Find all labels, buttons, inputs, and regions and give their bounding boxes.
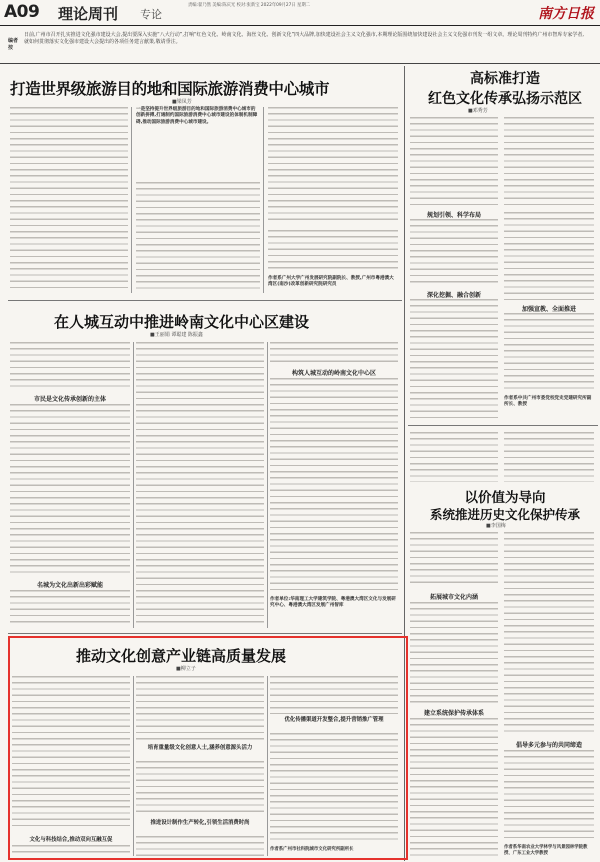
page-number: A09	[4, 2, 40, 22]
section-rule	[8, 633, 402, 634]
lingnan-subhead-3: 名城为文化出新出彩赋能	[36, 582, 103, 589]
creative-col-1	[12, 676, 130, 830]
red-culture-col-2-c	[504, 313, 594, 391]
section-rule	[408, 425, 598, 426]
creative-author-note: 作者系广州市社科院城市文化研究所副所长	[270, 847, 354, 852]
heritage-subhead-3: 倡导多元参与的共同缔造	[515, 742, 582, 749]
heritage-col-2-top	[504, 432, 594, 482]
masthead-rule	[0, 25, 600, 26]
lingnan-headline: 在人城互动中推进岭南文化中心区建设	[54, 313, 310, 331]
lingnan-byline: ■王丽娟 谭聪建 陈振鑫	[150, 332, 203, 338]
red-culture-col-1	[410, 117, 498, 207]
creative-subhead-4: 文化与科技结合,推动双向互融互促	[29, 837, 113, 843]
tourism-col-1	[10, 107, 128, 292]
heritage-byline: ■李国梅	[486, 523, 506, 529]
lingnan-author-note: 作者单位:华南理工大学建筑学院、粤港澳大湾区文化与发展研究中心、粤港澳大湾区发展广州智库	[270, 597, 396, 609]
credits: 责编:翟乃然 美编:陈庆光 校对:张新宝 2022年09月27日 星期二	[188, 3, 310, 8]
tourism-author-note: 作者系广州大学广州发展研究院副院长、教授,广州市粤港澳大湾区(南沙)改革创新研究院研究员	[268, 276, 394, 288]
section-name: 理论周刊	[58, 5, 119, 23]
red-culture-headline-2: 红色文化传承弘扬示范区	[428, 91, 582, 107]
lingnan-col-3-a	[270, 342, 398, 364]
masthead	[0, 0, 600, 24]
lingnan-subhead-1: 市民是文化传承创新的主体	[33, 396, 106, 403]
heritage-col-1-c	[410, 602, 498, 704]
creative-col-2-b	[136, 761, 264, 817]
editors-note-label: 编者按	[8, 38, 19, 51]
editors-note	[8, 30, 592, 60]
tourism-col-3-a	[268, 107, 398, 225]
heritage-col-1	[410, 432, 498, 482]
lingnan-subhead-2: 构筑人城互动的岭南文化中心区	[291, 370, 376, 377]
tourism-headline: 打造世界级旅游目的地和国际旅游消费中心城市	[10, 79, 330, 98]
heritage-col-1-b	[410, 532, 498, 588]
tourism-byline: ■梁凤芳	[172, 99, 192, 105]
red-culture-subhead-2: 深化挖掘、融合创新	[426, 292, 481, 299]
red-culture-subhead-1: 规划引领、科学布局	[426, 212, 481, 219]
red-culture-headline-1: 高标准打造	[470, 71, 540, 87]
main-divider	[404, 66, 405, 861]
newspaper-logo: 南方日报	[538, 6, 594, 22]
lingnan-col-1-b	[10, 404, 130, 576]
creative-col-3-b	[270, 733, 398, 841]
creative-col-2-c	[136, 836, 264, 856]
heritage-col-2	[504, 532, 594, 736]
heritage-subhead-2: 建立系统保护传承体系	[423, 710, 484, 717]
heritage-col-2-b	[504, 750, 594, 842]
creative-subhead-3: 优化传播渠道开发整合,提升营销推广管理	[284, 717, 384, 723]
col-divider	[131, 107, 132, 293]
tourism-col-2-a	[136, 182, 260, 290]
red-culture-subhead-3: 加强宣教、全面推进	[521, 306, 576, 313]
lingnan-col-3-b	[270, 378, 398, 594]
section-rule	[8, 300, 402, 301]
column-tag: 专论	[140, 8, 162, 21]
red-culture-author-note: 作者系中共广州市委党校党史党建研究所副所长、教授	[504, 396, 592, 408]
heritage-subhead-1: 拓展城市文化内涵	[429, 594, 478, 601]
col-divider	[263, 107, 264, 293]
creative-byline: ■柳立子	[176, 666, 196, 672]
col-divider	[133, 676, 134, 856]
tourism-col-3-b	[268, 230, 398, 272]
lingnan-col-2	[136, 342, 264, 626]
lingnan-col-1	[10, 342, 130, 390]
creative-col-2	[136, 676, 264, 742]
col-divider	[267, 676, 268, 856]
heritage-headline-2: 系统推进历史文化保护传承	[429, 507, 580, 522]
col-divider	[133, 342, 134, 628]
col-divider	[267, 342, 268, 628]
creative-subhead-2: 推进设计制作生产转化,引领生活消费时尚	[150, 820, 250, 826]
red-culture-col-1-c	[410, 299, 498, 419]
creative-col-1-b	[12, 845, 130, 857]
tourism-intro: 一是坚持提升世界级旅游目的地和国际旅游消费中心城市的创新拼搏,打通制约国际旅游消费中心城市建设的体制机制障碍,推动国际旅游消费中心城市建设。	[136, 107, 258, 125]
heritage-headline-1: 以价值为导向	[464, 490, 546, 506]
heritage-author-note: 作者系华南农业大学林学与风景园林学院教授、广东工业大学教授	[504, 845, 588, 856]
editorial-rule	[0, 63, 600, 64]
creative-col-3	[270, 676, 398, 714]
red-culture-col-2-b	[504, 212, 594, 300]
lingnan-col-1-c	[10, 590, 130, 626]
heritage-col-1-d	[410, 718, 498, 856]
red-culture-col-2	[504, 117, 594, 207]
creative-subhead-1: 培育重量级文化创意人士,涵养创意源头活力	[147, 745, 253, 751]
creative-headline: 推动文化创意产业链高质量发展	[76, 647, 287, 665]
red-culture-byline: ■邓秀芳	[468, 108, 488, 114]
red-culture-col-1-b	[410, 219, 498, 287]
editors-note-text: 日前,广州市召开扎实推进文化强市建设大会,提出要深入实施“八大行动”,打响“红色文化、岭南文化、海丝文化、创新文化”四大品牌,加快建设社会主义文化强市,本期理论版围绕加快建设社会主义文化强市刊发一组文章。理论周刊特约广州市智库专家学者,就如何贯彻落实文化强市建设大会提出的各项任务建言献策,敬请垂注。	[24, 32, 584, 45]
